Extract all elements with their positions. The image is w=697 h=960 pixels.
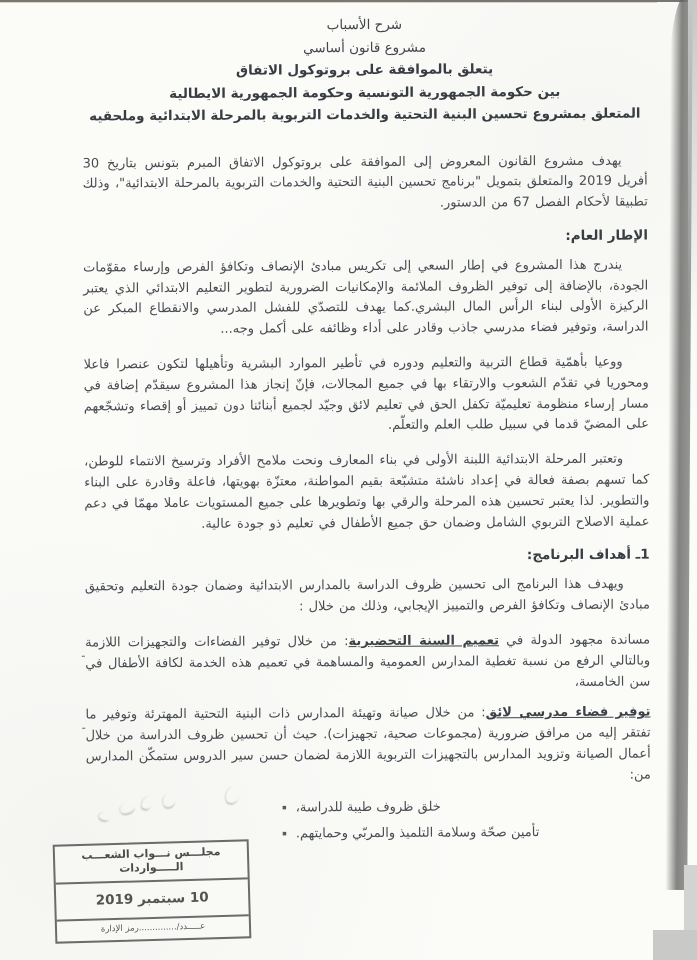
stamp-header — [55, 841, 248, 884]
stamp-admin-code-line: عـــــدد/..............رمز الإدارة — [100, 921, 206, 935]
bullet-underlined-label: تعميم السنة التحضيرية — [348, 633, 499, 650]
bullet-text-rest: : من خلال صيانة وتهيئة المدارس ذات البنية التحتية المهترئة وتوفير ما تفتقر إليه من مرافق ضرورية (مجموعات صحية، تجهيزات). حيث أن تحسين ظروف الدراسة من خلال أعمال الصيانة وتزويد المدارس بالتجهيزات التربوية اللازمة لضمان حسن سير الدروس ستمكّن المدارس من: — [85, 705, 651, 783]
stamp-date: 10 سبتمبر 2019 — [56, 879, 249, 921]
square-bullet-icon: ▪ — [281, 803, 287, 812]
scanner-background-corner — [653, 930, 697, 960]
sub-bullet-text: خلق ظروف طيبة للدراسة، — [295, 799, 441, 816]
bullet-text-pre: مساندة مجهود الدولة في — [498, 632, 651, 649]
title-line-approval: يتعلق بالموافقة على بروتوكول الاتفاق — [235, 61, 494, 79]
bullet-item-preparatory-year — [81, 631, 651, 696]
square-bullet-icon: ▪ — [282, 829, 287, 838]
bullet-item-decent-school-space — [81, 703, 651, 789]
stamp-org-name: مجلـــس نـــواب الشعـــب — [81, 845, 221, 862]
scanner-background-strip — [688, 0, 697, 320]
document-title-block — [82, 13, 648, 128]
bullet-dash-icon: - — [81, 648, 86, 663]
title-line-reasons: شرح الأسباب — [326, 16, 403, 34]
sub-bullet-text: تأمين صحّة وسلامة التلميذ والمربّي وحمايتهم. — [295, 824, 540, 842]
general-paragraph-1: يندرج هذا المشروع في إطار السعي إلى تكريس مبادئ الإنصاف وتكافؤ الفرص وإرساء مقوّمات الجودة، بالإضافة إلى توفير الظروف الملائمة والإمكانيات الضرورية لتطوير التعليم الابتدائي الذي يعتبر الركيزة الأولى لبناء الرأس المال البشري.كما يهدف للتصدّي للفشل المدرسي والانقطاع المبكر عن الدراسة، وتوفير فضاء مدرسي جاذب وقادر على أداء وظائفه على أكمل وجه... — [83, 257, 649, 338]
stamp-dept-name: الـــــواردات — [119, 860, 184, 876]
general-paragraph-2: ووعيا بأهمّية قطاع التربية والتعليم ودوره في تأطير الموارد البشرية وتأهيلها لتكون عنصرا فاعلا ومحوريا في تقدّم الشعوب والارتقاء بها في جميع المجالات، فإنّ إنجاز هذا المشروع سيقدّم إضافة في مسار إرساء منظومة تعليميّة تكفل الحق في تعليم لائق وجيّد لجميع أبنائنا دون تمييز أو إقصاء وتشجّعهم على المضيّ قدما في سبيل طلب العلم والتعلّم. — [83, 354, 650, 434]
bullet-underlined-label: توفير فضاء مدرسي لائق — [485, 704, 651, 721]
title-line-governments: بين حكومة الجمهورية التونسية وحكومة الجمهورية الايطالية — [169, 83, 561, 102]
general-paragraph-3: وتعتبر المرحلة الابتدائية اللبنة الأولى في بناء المعارف ونحت ملامح الأفراد وترسيخ الانتماء للوطن، كما تسهم بصفة فعالة في إعداد ناشئة متشبّعة بقيم المواطنة، معتزّة بهويتها، فاعلة وقادرة على البناء والتطوير. لذا يعتبر تحسين هذه المرحلة والرقي بها وتطويرها على جميع المستويات عاملا مهمّا في دعم عملية الاصلاح التربوي الشامل وضمان حق جميع الأطفال في تعليم ذو جودة عالية. — [84, 451, 650, 532]
title-line-project: المتعلق بمشروع تحسين البنية التحتية والخدمات التربوية بالمرحلة الابتدائية وملحقيه — [89, 105, 641, 125]
parliament-received-stamp — [53, 839, 252, 943]
document-content — [82, 13, 651, 852]
bullet-text-rest: : من خلال توفير الفضاءات والتجهيزات اللازمة وبالتالي الرفع من نسبة تغطية المدارس العمومية والمساهمة في تعميم هذه الخدمة لكافة الأطفال في سن الخامسة، — [85, 634, 651, 690]
title-line-draft-law: مشروع قانون أساسي — [303, 39, 426, 56]
bullet-dash-icon: - — [81, 720, 86, 735]
general-framework-heading: الإطار العام: — [565, 227, 649, 244]
objectives-heading: 1ـ أهداف البرنامج: — [526, 546, 650, 564]
intro-paragraph: يهدف مشروع القانون المعروض إلى الموافقة على بروتوكول الاتفاق المبرم بتونس بتاريخ 30 أفريل 2019 والمتعلق بتمويل "برنامج تحسين البنية التحتية والخدمات التربوية بالمرحلة الابتدائية"، وذلك تطبيقا لأحكام الفصل 67 من الدستور. — [82, 153, 648, 211]
scan-top-edge-tint — [0, 2, 657, 3]
objectives-intro: ويهدف هذا البرنامج الى تحسين ظروف الدراسة بالمدارس الابتدائية وضمان جودة التعليم وتحقيق مبادئ الإنصاف وتكافؤ الفرص والتمييز الإيجابي، وذلك من خلال : — [84, 577, 650, 615]
